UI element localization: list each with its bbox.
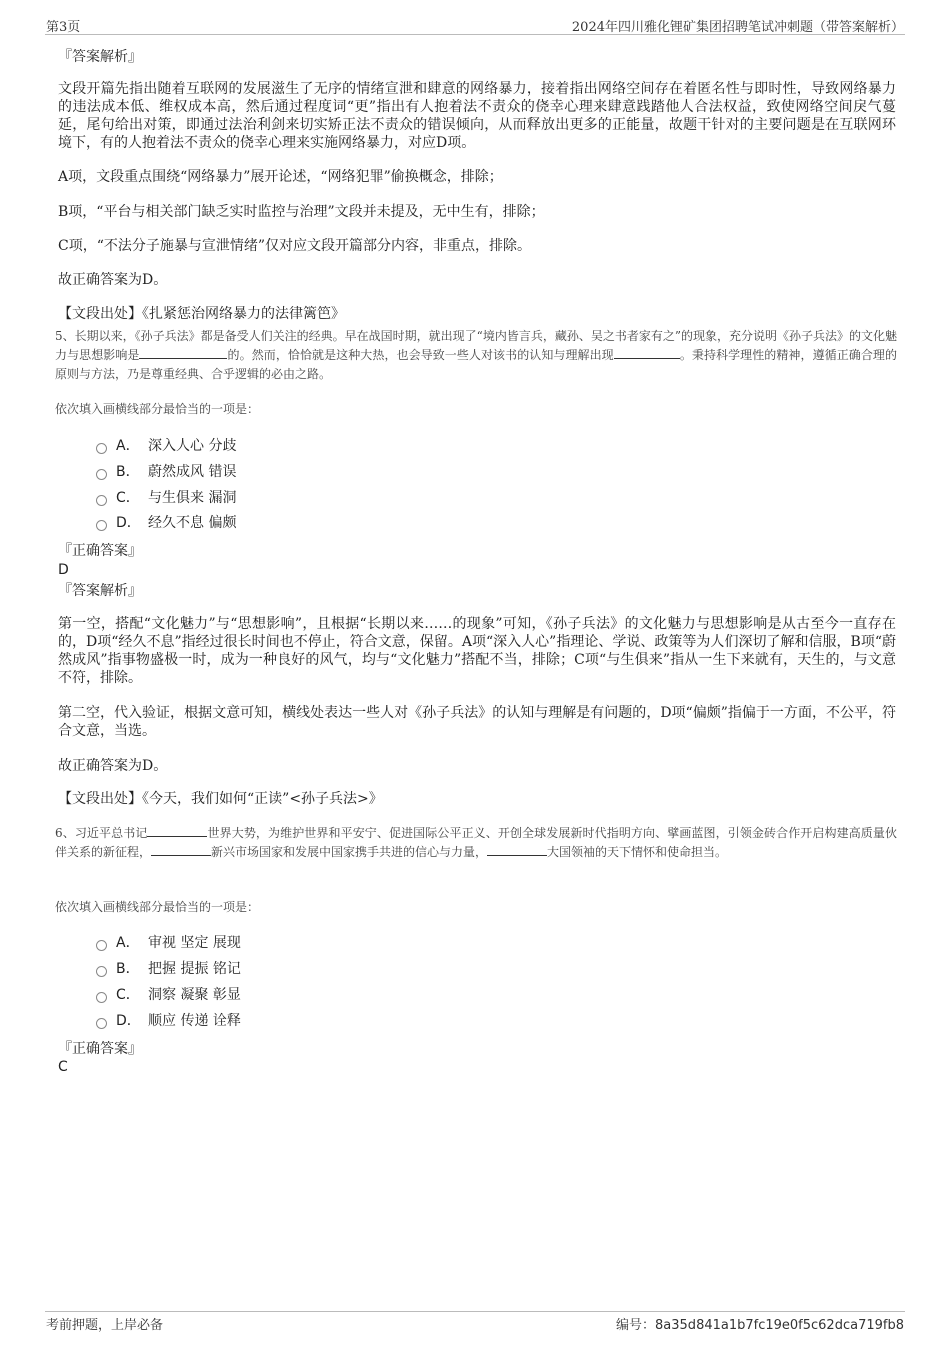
option-label: A． xyxy=(116,438,140,454)
option-text: 洞察 凝聚 彰显 xyxy=(148,987,241,1003)
q6-blank-3 xyxy=(487,843,547,856)
radio-icon[interactable] xyxy=(96,1018,107,1029)
footer-divider xyxy=(45,1311,905,1312)
document-code xyxy=(616,1314,904,1333)
q5-blank-1 xyxy=(139,346,227,359)
q6-stem-part-1: 6、习近平总书记 xyxy=(55,826,148,840)
q5-answer-tag: 『正确答案』 xyxy=(58,543,142,559)
radio-icon[interactable] xyxy=(96,443,107,454)
option-label: C． xyxy=(116,987,140,1003)
q5-answer: D xyxy=(58,562,69,578)
option-text: 顺应 传递 诠释 xyxy=(148,1013,241,1029)
q6-answer-tag: 『正确答案』 xyxy=(58,1041,142,1057)
q4-conclusion: 故正确答案为D。 xyxy=(58,272,168,288)
q5-analysis-tag: 『答案解析』 xyxy=(58,583,142,599)
page-number: 第3页 xyxy=(46,20,81,35)
radio-icon[interactable] xyxy=(96,495,107,506)
q5-analysis-paragraph-1: 第一空，搭配“文化魅力”与“思想影响”，且根据“长期以来……的现象”可知，《孙子兵法》的文化魅力与思想影响是从古至今一直存在的，D项“经久不息”指经过很长时间也不停止，符合文意，保留。A项“深入人心”指理论、学说、政策等为人们深切了解和信服，B项“蔚然成风”指事物盛极一时，成为一种良好的风气，均与“文化魅力”搭配不当，排除；C项“与生俱来”指从一生下来就有，天生的，与文意不符，排除。 xyxy=(58,616,896,686)
q4-analysis-option-a: A项，文段重点围绕“网络暴力”展开论述，“网络犯罪”偷换概念，排除； xyxy=(58,169,503,185)
q5-stem-part-2: 的。然而，恰恰就是这种大热，也会导致一些人对该书的认知与理解出现 xyxy=(227,348,614,362)
q5-stem-part-3: 。秉持科学理性的精神，遵循正确合理的原则与方法，乃是尊重经典、合乎逻辑的必由之路。 xyxy=(55,348,897,381)
q5-stem xyxy=(55,327,897,384)
header-divider xyxy=(45,34,905,35)
q5-analysis-paragraph-2: 第二空，代入验证，根据文意可知，横线处表达一些人对《孙子兵法》的认知与理解是有问题的，D项“偏颇”指偏于一方面，不公平，符合文意，当选。 xyxy=(58,705,896,739)
q6-blank-1 xyxy=(147,824,207,837)
option-text: 经久不息 偏颇 xyxy=(148,515,237,531)
option-text: 审视 坚定 展现 xyxy=(148,935,241,951)
q5-option-d[interactable] xyxy=(96,514,236,532)
option-text: 与生俱来 漏洞 xyxy=(148,490,237,506)
q5-instruction: 依次填入画横线部分最恰当的一项是： xyxy=(55,402,260,416)
document-title: 2024年四川雅化锂矿集团招聘笔试冲刺题（带答案解析） xyxy=(571,20,904,35)
option-label: C． xyxy=(116,490,140,506)
q6-answer: C xyxy=(58,1059,68,1075)
q4-source: 【文段出处】《扎紧惩治网络暴力的法律篱笆》 xyxy=(58,306,345,322)
q6-option-a[interactable] xyxy=(96,934,241,952)
option-label: A． xyxy=(116,935,140,951)
q5-blank-2 xyxy=(614,346,680,359)
q5-option-b[interactable] xyxy=(96,463,236,481)
option-label: D． xyxy=(116,1013,141,1029)
q6-instruction: 依次填入画横线部分最恰当的一项是： xyxy=(55,900,260,914)
q6-stem-part-3: 新兴市场国家和发展中国家携手共进的信心与力量， xyxy=(211,845,488,859)
radio-icon[interactable] xyxy=(96,520,107,531)
radio-icon[interactable] xyxy=(96,966,107,977)
q6-stem-part-2: 世界大势，为维护世界和平安宁、促进国际公平正义、开创全球发展新时代指明方向、擘画蓝图，引领金砖合作开启构建高质量伙伴关系的新征程， xyxy=(55,826,897,859)
q4-analysis-tag: 『答案解析』 xyxy=(58,49,142,65)
q4-analysis-option-b: B项，“平台与相关部门缺乏实时监控与治理”文段并未提及，无中生有，排除； xyxy=(58,204,545,220)
option-text: 深入人心 分歧 xyxy=(148,438,237,454)
radio-icon[interactable] xyxy=(96,469,107,480)
footer-slogan: 考前押题，上岸必备 xyxy=(46,1318,164,1333)
q5-stem-part-1: 5、长期以来，《孙子兵法》都是备受人们关注的经典。早在战国时期，就出现了“境内皆言兵，藏孙、吴之书者家有之”的现象，充分说明《孙子兵法》的文化魅力与思想影响是 xyxy=(55,329,897,362)
q5-option-c[interactable] xyxy=(96,489,236,507)
q6-stem xyxy=(55,824,897,862)
q6-stem-part-4: 大国领袖的天下情怀和使命担当。 xyxy=(547,845,728,859)
radio-icon[interactable] xyxy=(96,992,107,1003)
option-label: D． xyxy=(116,515,141,531)
q4-analysis-option-c: C项，“不法分子施暴与宣泄情绪”仅对应文段开篇部分内容，非重点，排除。 xyxy=(58,238,532,254)
option-text: 蔚然成风 错误 xyxy=(148,464,237,480)
q6-option-c[interactable] xyxy=(96,986,241,1004)
q4-analysis-paragraph: 文段开篇先指出随着互联网的发展滋生了无序的情绪宣泄和肆意的网络暴力，接着指出网络空间存在着匿名性与即时性，导致网络暴力的违法成本低、维权成本高，然后通过程度词“更”指出有人抱着法不责众的侥幸心理来肆意践踏他人合法权益，致使网络空间戾气蔓延，尾句给出对策，即通过法治利剑来切实矫正法不责众的错误倾向，从而释放出更多的正能量，故题干针对的主要问题是在互联网环境下，有的人抱着法不责众的侥幸心理来实施网络暴力，对应D项。 xyxy=(58,81,896,151)
option-text: 把握 提振 铭记 xyxy=(148,961,241,977)
q5-conclusion: 故正确答案为D。 xyxy=(58,758,168,774)
q6-option-d[interactable] xyxy=(96,1012,241,1030)
q5-option-a[interactable] xyxy=(96,437,236,455)
q6-blank-2 xyxy=(151,843,211,856)
option-label: B． xyxy=(116,464,140,480)
q5-source: 【文段出处】《今天，我们如何“正读”<孙子兵法>》 xyxy=(58,791,383,807)
code-label: 编号： xyxy=(616,1318,656,1333)
code-value: 8a35d841a1b7fc19e0f5c62dca719fb8 xyxy=(655,1318,904,1333)
radio-icon[interactable] xyxy=(96,940,107,951)
q6-option-b[interactable] xyxy=(96,960,241,978)
option-label: B． xyxy=(116,961,140,977)
